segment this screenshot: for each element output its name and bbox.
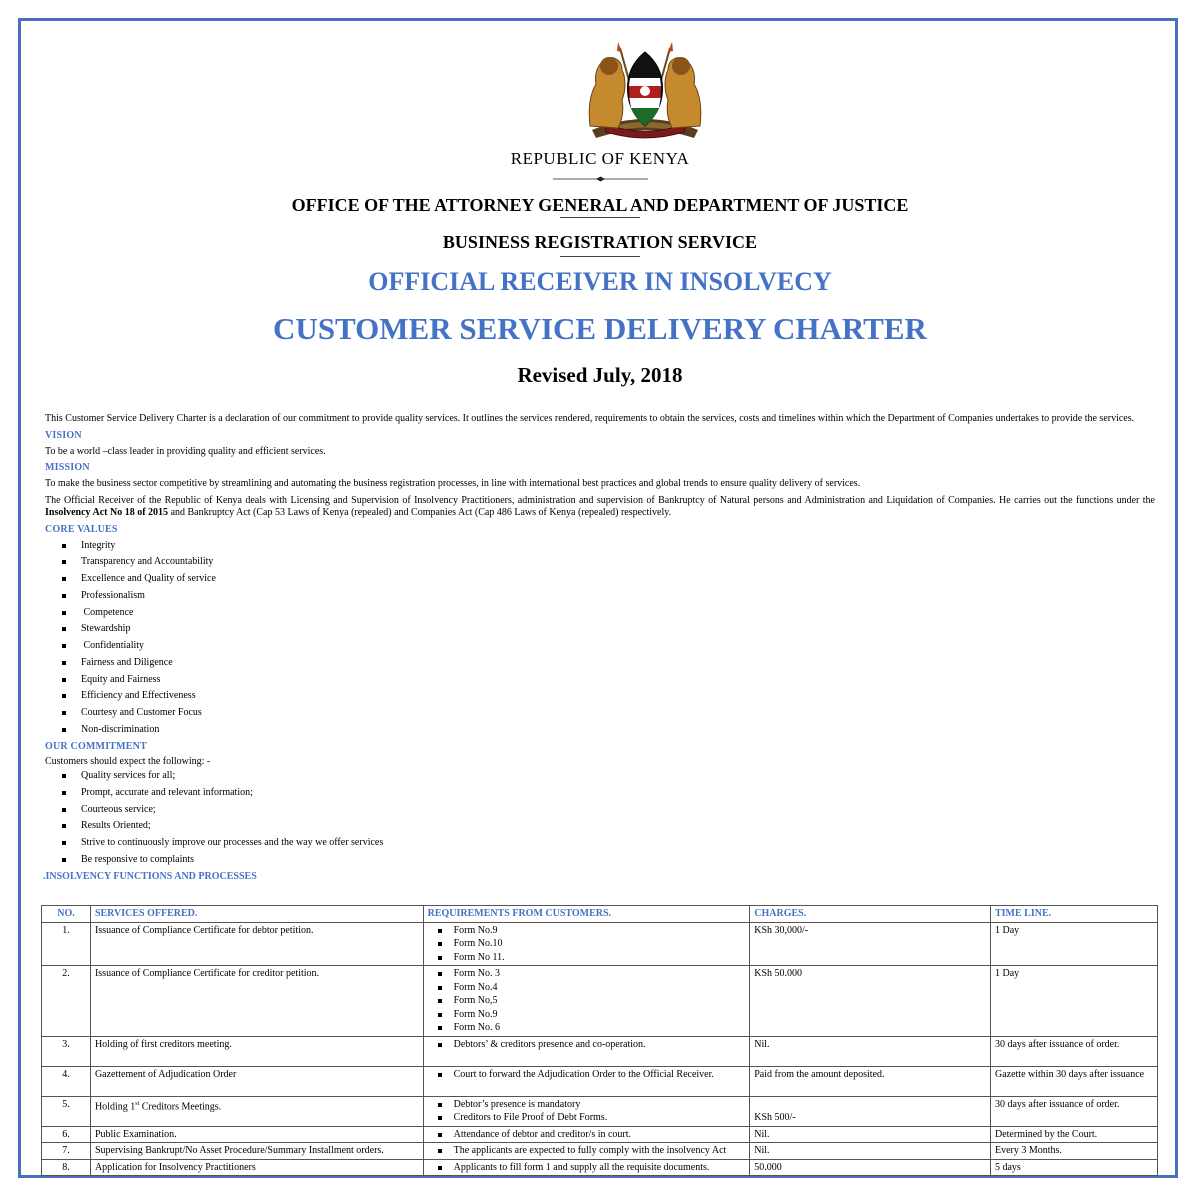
service-text: Creditors Meetings. <box>139 1100 222 1112</box>
service-cell <box>90 1096 423 1126</box>
list-item: Equity and Fairness <box>45 672 1155 689</box>
timeline-cell: 30 days after issuance of order. <box>990 1036 1157 1066</box>
table-header-row <box>42 906 1158 923</box>
table-row <box>42 1066 1158 1096</box>
column-header: CHARGES. <box>750 906 991 923</box>
charges-cell: Nil. <box>750 1126 991 1143</box>
row-number: 4. <box>42 1066 91 1096</box>
timeline-cell: 30 days after issuance of order. <box>990 1096 1157 1126</box>
charges-cell: Paid from the amount deposited. <box>750 1066 991 1096</box>
list-item: Excellence and Quality of service <box>45 571 1155 588</box>
charter-body <box>45 413 1155 885</box>
requirements-cell <box>423 1159 750 1176</box>
timeline-cell: 1 Day <box>990 966 1157 1037</box>
list-item: Results Oriented; <box>45 818 1155 835</box>
timeline-cell: 5 days <box>990 1159 1157 1176</box>
timeline-cell: Determined by the Court. <box>990 1126 1157 1143</box>
charges-cell: KSh 30,000/- <box>750 922 991 966</box>
service-cell: Supervising Bankrupt/No Asset Procedure/Summary Installment orders. <box>90 1143 423 1160</box>
charter-title: CUSTOMER SERVICE DELIVERY CHARTER <box>273 311 927 346</box>
divider <box>560 256 640 257</box>
timeline-cell: Gazette within 30 days after issuance <box>990 1066 1157 1096</box>
list-item: Quality services for all; <box>45 768 1155 785</box>
requirement-item: Form No.9 <box>428 924 746 938</box>
official-receiver-paragraph <box>45 495 1155 520</box>
charges-cell: KSh 50.000 <box>750 966 991 1037</box>
charter-page <box>45 0 1155 1200</box>
charges-cell: Nil. <box>750 1036 991 1066</box>
list-item: Stewardship <box>45 621 1155 638</box>
requirement-item: Attendance of debtor and creditor/s in court. <box>428 1128 746 1142</box>
charges-cell: 50.000 <box>750 1159 991 1176</box>
list-item: Strive to continuously improve our processes and the way we offer services <box>45 835 1155 852</box>
requirements-cell <box>423 1143 750 1160</box>
service-text: Holding 1 <box>94 1100 136 1112</box>
timeline-cell: Every 3 Months. <box>990 1143 1157 1160</box>
requirement-item: Form No. 6 <box>428 1021 746 1035</box>
list-item: Prompt, accurate and relevant information; <box>45 785 1155 802</box>
table-row <box>42 1159 1158 1176</box>
requirements-cell <box>423 1036 750 1066</box>
timeline-cell: 1 Day <box>990 922 1157 966</box>
office-title: OFFICE OF THE ATTORNEY GENERAL AND DEPARTMENT OF JUSTICE <box>291 195 909 215</box>
requirement-item: Form No 11. <box>428 951 746 965</box>
requirements-cell <box>423 966 750 1037</box>
requirement-item: Form No.4 <box>428 981 746 995</box>
commitment-intro: Customers should expect the following: - <box>45 755 211 767</box>
service-cell: Public Examination. <box>90 1126 423 1143</box>
requirement-item: Form No.10 <box>428 937 746 951</box>
row-number: 6. <box>42 1126 91 1143</box>
core-values-list <box>45 538 1155 739</box>
list-item: Be responsive to complaints <box>45 852 1155 869</box>
list-item: Fairness and Diligence <box>45 655 1155 672</box>
vision-heading: VISION <box>45 429 82 441</box>
service-cell: Issuance of Compliance Certificate for debtor petition. <box>90 922 423 966</box>
service-cell: Gazettement of Adjudication Order <box>90 1066 423 1096</box>
list-item: Courtesy and Customer Focus <box>45 705 1155 722</box>
insolvency-functions-table <box>41 905 1158 1176</box>
requirements-cell <box>423 1066 750 1096</box>
row-number: 1. <box>42 922 91 966</box>
revision-date: Revised July, 2018 <box>517 363 683 387</box>
requirement-item: Form No,5 <box>428 994 746 1008</box>
list-item: Courteous service; <box>45 802 1155 819</box>
requirements-cell <box>423 1126 750 1143</box>
service-cell: Issuance of Compliance Certificate for creditor petition. <box>90 966 423 1037</box>
service-title: BUSINESS REGISTRATION SERVICE <box>442 232 758 252</box>
insolvency-act-ref: Insolvency Act No 18 of 2015 <box>45 507 169 518</box>
commitment-list <box>45 768 1155 869</box>
list-item: Competence <box>45 605 1155 622</box>
intro-paragraph: This Customer Service Delivery Charter is a declaration of our commitment to provide quality services. It outlines the services rendered, requirements to obtain the services, costs and timelines within which the Department of Companies undertakes to provide the services. <box>45 413 1135 424</box>
column-header: SERVICES OFFERED. <box>90 906 423 923</box>
requirement-item: Applicants to fill form 1 and supply all the requisite documents. <box>428 1161 746 1175</box>
core-values-heading: CORE VALUES <box>45 523 118 535</box>
kenya-coat-of-arms-icon <box>582 38 708 142</box>
requirement-item: Creditors to File Proof of Debt Forms. <box>428 1111 746 1125</box>
requirement-item: The applicants are expected to fully comply with the insolvency Act <box>428 1144 746 1158</box>
requirement-item: Form No.9 <box>428 1008 746 1022</box>
list-item: Transparency and Accountability <box>45 554 1155 571</box>
or-text-part1: The Official Receiver of the Republic of Kenya deals with Licensing and Supervision of Insolvency Practitioners, administration and supervision of Bankruptcy of Natural persons and Administration and Liquidation of Companies. He carries out the functions under the <box>45 494 1155 506</box>
ordinal-suffix: st <box>135 1100 140 1107</box>
column-header: REQUIREMENTS FROM CUSTOMERS. <box>423 906 750 923</box>
requirements-cell <box>423 1096 750 1126</box>
country-name: REPUBLIC OF KENYA <box>510 149 690 168</box>
row-number: 8. <box>42 1159 91 1176</box>
table-row <box>42 1143 1158 1160</box>
mission-heading: MISSION <box>45 462 90 473</box>
list-item: Confidentiality <box>45 638 1155 655</box>
commitment-heading: OUR COMMITMENT <box>45 740 147 752</box>
requirements-cell <box>423 922 750 966</box>
row-number: 7. <box>42 1143 91 1160</box>
vision-text: To be a world –class leader in providing quality and efficient services. <box>45 445 326 457</box>
table-heading: .INSOLVENCY FUNCTIONS AND PROCESSES <box>43 870 257 882</box>
service-cell: Holding of first creditors meeting. <box>90 1036 423 1066</box>
list-item: Non-discrimination <box>45 722 1155 739</box>
table-row <box>42 1126 1158 1143</box>
row-number: 2. <box>42 966 91 1037</box>
charges-cell: Nil. <box>750 1143 991 1160</box>
unit-title: OFFICIAL RECEIVER IN INSOLVECY <box>368 267 832 296</box>
divider <box>560 217 640 218</box>
charges-cell: KSh 500/- <box>750 1096 991 1126</box>
mission-text: To make the business sector competitive by streamlining and automating the business registration processes, in line with international best practices and global trends to ensure quality delivery of services. <box>45 478 861 489</box>
requirement-item: Court to forward the Adjudication Order to the Official Receiver. <box>428 1068 746 1082</box>
list-item: Efficiency and Effectiveness <box>45 688 1155 705</box>
or-text-part2: and Bankruptcy Act (Cap 53 Laws of Kenya (repealed) and Companies Act (Cap 486 Laws of Kenya (repealed) respectively. <box>170 507 672 518</box>
service-cell: Application for Insolvency Practitioners <box>90 1159 423 1176</box>
table-row <box>42 922 1158 966</box>
requirement-item: Debtor’s presence is mandatory <box>428 1098 746 1112</box>
table-row <box>42 966 1158 1037</box>
ornamental-divider <box>553 176 648 182</box>
row-number: 5. <box>42 1096 91 1126</box>
table-row <box>42 1096 1158 1126</box>
row-number: 3. <box>42 1036 91 1066</box>
list-item: Integrity <box>45 538 1155 555</box>
requirement-item: Debtors’ & creditors presence and co-operation. <box>428 1038 746 1052</box>
requirement-item: Form No. 3 <box>428 967 746 981</box>
column-header: TIME LINE. <box>990 906 1157 923</box>
column-header: NO. <box>42 906 91 923</box>
table-row <box>42 1036 1158 1066</box>
list-item: Professionalism <box>45 588 1155 605</box>
